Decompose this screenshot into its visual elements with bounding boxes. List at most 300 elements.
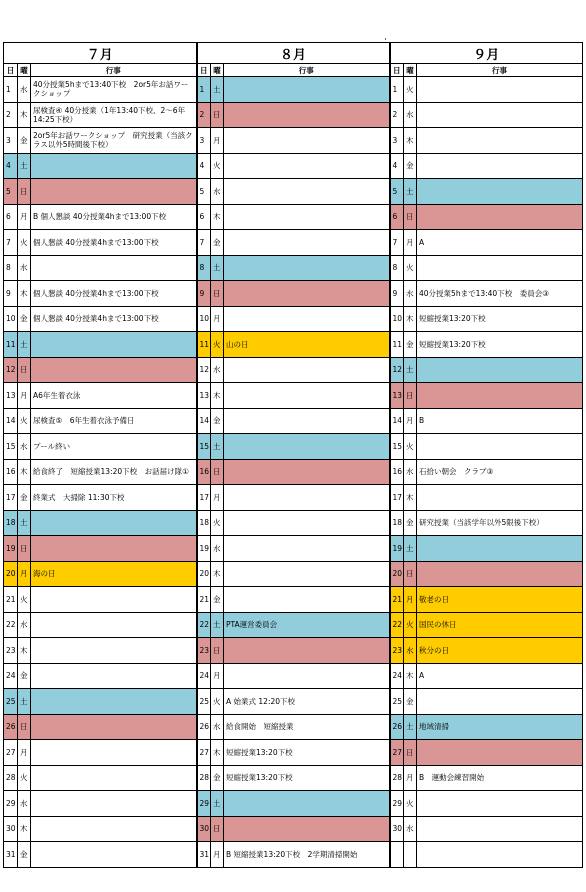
august-weekday-cell: 日 (211, 281, 224, 307)
july-event-cell: 終業式 大掃除 11:30下校 (31, 485, 197, 511)
august-weekday-cell: 火 (211, 332, 224, 358)
september-day-cell: 14 (390, 408, 404, 434)
september-day-cell: 20 (390, 561, 404, 587)
september-weekday-cell: 水 (404, 281, 417, 307)
july-day-cell: 2 (4, 102, 18, 128)
august-event-cell: 山の日 (224, 332, 390, 358)
july-day-cell: 6 (4, 204, 18, 230)
september-day-cell: 25 (390, 689, 404, 715)
august-weekday-cell: 水 (211, 357, 224, 383)
august-event-cell (224, 153, 390, 179)
august-event-cell (224, 179, 390, 205)
august-weekday-cell: 日 (211, 459, 224, 485)
september-event-cell (417, 102, 583, 128)
august-day-cell: 4 (197, 153, 211, 179)
july-day-cell: 14 (4, 408, 18, 434)
august-weekday-cell: 水 (211, 179, 224, 205)
august-event-cell (224, 638, 390, 664)
july-event-cell (31, 179, 197, 205)
august-day-cell: 20 (197, 561, 211, 587)
august-day-cell: 8 (197, 255, 211, 281)
august-day-cell: 10 (197, 306, 211, 332)
july-weekday-cell: 木 (18, 459, 31, 485)
august-event-cell: 短縮授業13:20下校 (224, 765, 390, 791)
september-event-cell (417, 204, 583, 230)
calendar-table (3, 42, 583, 868)
august-day-cell: 6 (197, 204, 211, 230)
august-event-cell (224, 128, 390, 154)
september-weekday-cell: 火 (404, 612, 417, 638)
september-day-cell: 3 (390, 128, 404, 154)
calendar-row (4, 153, 583, 179)
column-header-row (4, 64, 583, 77)
august-weekday-cell: 火 (211, 689, 224, 715)
july-day-cell: 25 (4, 689, 18, 715)
august-event-cell (224, 255, 390, 281)
august-event-cell (224, 587, 390, 613)
september-day-cell: 24 (390, 663, 404, 689)
august-day-cell: 1 (197, 77, 211, 103)
calendar-row (4, 485, 583, 511)
july-event-cell (31, 153, 197, 179)
september-weekday-cell: 木 (404, 306, 417, 332)
calendar-row (4, 561, 583, 587)
calendar-row (4, 612, 583, 638)
september-weekday-cell: 土 (404, 357, 417, 383)
july-event-cell: プール終い (31, 434, 197, 460)
july-event-cell (31, 638, 197, 664)
august-event-cell (224, 230, 390, 256)
september-weekday-cell: 火 (404, 434, 417, 460)
august-weekday-cell: 木 (211, 740, 224, 766)
july-weekday-cell: 土 (18, 153, 31, 179)
september-event-cell: 秋分の日 (417, 638, 583, 664)
august-day-cell: 16 (197, 459, 211, 485)
july-day-cell: 27 (4, 740, 18, 766)
july-day-cell: 18 (4, 510, 18, 536)
august-weekday-cell: 日 (211, 816, 224, 842)
august-event-cell: A 始業式 12:20下校 (224, 689, 390, 715)
september-day-cell: 28 (390, 765, 404, 791)
september-day-cell: 26 (390, 714, 404, 740)
september-event-cell: 短縮授業13:20下校 (417, 332, 583, 358)
september-day-cell: 15 (390, 434, 404, 460)
july-event-cell (31, 332, 197, 358)
september-weekday-cell: 日 (404, 740, 417, 766)
july-weekday-cell: 木 (18, 102, 31, 128)
september-weekday-cell: 金 (404, 689, 417, 715)
september-event-cell (417, 561, 583, 587)
calendar-row (4, 587, 583, 613)
september-day-cell: 18 (390, 510, 404, 536)
calendar-row (4, 740, 583, 766)
july-event-cell (31, 791, 197, 817)
july-weekday-cell: 火 (18, 230, 31, 256)
august-day-cell: 13 (197, 383, 211, 409)
july-day-cell: 17 (4, 485, 18, 511)
september-weekday-cell: 木 (404, 128, 417, 154)
july-weekday-cell: 水 (18, 77, 31, 103)
calendar-row (4, 765, 583, 791)
august-event-cell (224, 281, 390, 307)
august-weekday-cell: 木 (211, 561, 224, 587)
august-day-cell: 18 (197, 510, 211, 536)
calendar-row (4, 791, 583, 817)
july-weekday-cell: 水 (18, 434, 31, 460)
september-day-cell: 23 (390, 638, 404, 664)
july-weekday-cell: 土 (18, 510, 31, 536)
july-day-cell: 10 (4, 306, 18, 332)
september-weekday-cell: 木 (404, 485, 417, 511)
calendar-row (4, 638, 583, 664)
calendar-row (4, 689, 583, 715)
august-weekday-cell: 水 (211, 536, 224, 562)
calendar-row (4, 408, 583, 434)
august-event-cell (224, 306, 390, 332)
august-event-cell (224, 816, 390, 842)
july-day-cell: 23 (4, 638, 18, 664)
august-weekday-cell: 火 (211, 510, 224, 536)
event-header: 行事 (31, 64, 197, 77)
weekday-header: 曜 (404, 64, 417, 77)
july-event-cell: 40分授業5hまで13:40下校 2or5年お話ワークショップ (31, 77, 197, 103)
july-day-cell: 28 (4, 765, 18, 791)
july-weekday-cell: 木 (18, 281, 31, 307)
july-day-cell: 12 (4, 357, 18, 383)
august-day-cell: 24 (197, 663, 211, 689)
september-weekday-cell: 金 (404, 332, 417, 358)
september-day-cell: 1 (390, 77, 404, 103)
july-day-cell: 7 (4, 230, 18, 256)
september-event-cell (417, 740, 583, 766)
july-day-cell: 11 (4, 332, 18, 358)
september-event-cell: 短縮授業13:20下校 (417, 306, 583, 332)
september-weekday-cell: 金 (404, 153, 417, 179)
august-event-cell (224, 510, 390, 536)
september-event-cell (417, 434, 583, 460)
september-day-cell: 30 (390, 816, 404, 842)
july-event-cell: 尿検査④ 40分授業（1年13:40下校、2～6年14:25下校） (31, 102, 197, 128)
august-event-cell (224, 102, 390, 128)
july-event-cell: 海の日 (31, 561, 197, 587)
july-event-cell (31, 740, 197, 766)
august-day-cell: 14 (197, 408, 211, 434)
july-event-cell (31, 689, 197, 715)
event-header: 行事 (417, 64, 583, 77)
calendar-row (4, 434, 583, 460)
september-event-cell (417, 383, 583, 409)
month-title-august: ８月 (197, 43, 390, 64)
august-weekday-cell: 金 (211, 230, 224, 256)
event-header: 行事 (224, 64, 390, 77)
july-weekday-cell: 日 (18, 714, 31, 740)
august-day-cell: 31 (197, 842, 211, 868)
july-event-cell (31, 612, 197, 638)
august-day-cell: 15 (197, 434, 211, 460)
august-day-cell: 23 (197, 638, 211, 664)
august-day-cell: 19 (197, 536, 211, 562)
september-day-cell: 17 (390, 485, 404, 511)
july-event-cell (31, 536, 197, 562)
school-event-calendar (3, 42, 582, 868)
september-day-cell: 12 (390, 357, 404, 383)
august-weekday-cell: 火 (211, 153, 224, 179)
weekday-header: 曜 (18, 64, 31, 77)
july-weekday-cell: 金 (18, 663, 31, 689)
august-event-cell (224, 459, 390, 485)
august-event-cell (224, 408, 390, 434)
august-day-cell: 29 (197, 791, 211, 817)
september-weekday-cell: 月 (404, 587, 417, 613)
july-day-cell: 13 (4, 383, 18, 409)
calendar-row (4, 510, 583, 536)
september-weekday-cell: 火 (404, 791, 417, 817)
july-weekday-cell: 金 (18, 128, 31, 154)
july-event-cell (31, 510, 197, 536)
september-event-cell (417, 179, 583, 205)
august-weekday-cell: 金 (211, 408, 224, 434)
september-weekday-cell: 木 (404, 663, 417, 689)
september-day-cell: 27 (390, 740, 404, 766)
calendar-row (4, 179, 583, 205)
september-weekday-cell: 月 (404, 765, 417, 791)
august-day-cell: 2 (197, 102, 211, 128)
july-day-cell: 30 (4, 816, 18, 842)
september-weekday-cell: 土 (404, 714, 417, 740)
july-day-cell: 29 (4, 791, 18, 817)
september-event-cell (417, 791, 583, 817)
august-day-cell: 3 (197, 128, 211, 154)
july-event-cell (31, 663, 197, 689)
july-event-cell: B 個人懇談 40分授業4hまで13:00下校 (31, 204, 197, 230)
august-weekday-cell: 土 (211, 434, 224, 460)
september-event-cell: 敬老の日 (417, 587, 583, 613)
september-weekday-cell: 火 (404, 77, 417, 103)
july-day-cell: 15 (4, 434, 18, 460)
calendar-row (4, 714, 583, 740)
month-title-july: ７月 (4, 43, 197, 64)
calendar-row (4, 77, 583, 103)
september-day-cell (390, 842, 404, 868)
september-day-cell: 7 (390, 230, 404, 256)
september-day-cell: 19 (390, 536, 404, 562)
august-day-cell: 28 (197, 765, 211, 791)
september-event-cell (417, 842, 583, 868)
september-weekday-cell: 水 (404, 638, 417, 664)
day-header: 日 (390, 64, 404, 77)
august-weekday-cell: 土 (211, 612, 224, 638)
september-weekday-cell: 水 (404, 459, 417, 485)
september-day-cell: 21 (390, 587, 404, 613)
july-day-cell: 5 (4, 179, 18, 205)
september-weekday-cell: 月 (404, 230, 417, 256)
august-day-cell: 12 (197, 357, 211, 383)
august-event-cell (224, 77, 390, 103)
august-day-cell: 27 (197, 740, 211, 766)
august-event-cell (224, 357, 390, 383)
august-event-cell (224, 383, 390, 409)
august-weekday-cell: 月 (211, 485, 224, 511)
calendar-row (4, 255, 583, 281)
august-day-cell: 26 (197, 714, 211, 740)
july-event-cell: 個人懇談 40分授業4hまで13:00下校 (31, 281, 197, 307)
august-day-cell: 7 (197, 230, 211, 256)
september-event-cell (417, 357, 583, 383)
september-day-cell: 9 (390, 281, 404, 307)
august-weekday-cell: 月 (211, 842, 224, 868)
august-weekday-cell: 土 (211, 255, 224, 281)
july-event-cell (31, 587, 197, 613)
july-event-cell (31, 816, 197, 842)
august-weekday-cell: 木 (211, 204, 224, 230)
calendar-row (4, 332, 583, 358)
july-weekday-cell: 月 (18, 383, 31, 409)
weekday-header: 曜 (211, 64, 224, 77)
july-weekday-cell: 火 (18, 765, 31, 791)
september-weekday-cell: 水 (404, 102, 417, 128)
september-event-cell: 国民の休日 (417, 612, 583, 638)
july-weekday-cell: 日 (18, 536, 31, 562)
august-weekday-cell: 木 (211, 383, 224, 409)
july-weekday-cell: 水 (18, 612, 31, 638)
july-event-cell: 個人懇談 40分授業4hまで13:00下校 (31, 230, 197, 256)
corner-mark (385, 38, 386, 40)
september-weekday-cell: 土 (404, 536, 417, 562)
august-event-cell (224, 561, 390, 587)
july-day-cell: 4 (4, 153, 18, 179)
september-event-cell: 研究授業（当該学年以外5限後下校） (417, 510, 583, 536)
july-weekday-cell: 月 (18, 740, 31, 766)
august-day-cell: 9 (197, 281, 211, 307)
september-event-cell: A (417, 230, 583, 256)
september-event-cell (417, 153, 583, 179)
calendar-row (4, 230, 583, 256)
day-header: 日 (197, 64, 211, 77)
calendar-row (4, 357, 583, 383)
september-event-cell (417, 255, 583, 281)
august-weekday-cell: 土 (211, 77, 224, 103)
september-event-cell (417, 485, 583, 511)
july-weekday-cell: 火 (18, 587, 31, 613)
calendar-row (4, 128, 583, 154)
august-event-cell (224, 791, 390, 817)
september-event-cell (417, 536, 583, 562)
august-event-cell: 給食開始 短縮授業 (224, 714, 390, 740)
july-weekday-cell: 土 (18, 689, 31, 715)
september-day-cell: 29 (390, 791, 404, 817)
september-weekday-cell: 月 (404, 408, 417, 434)
july-event-cell: 給食終了 短縮授業13:20下校 お話届け隊① (31, 459, 197, 485)
calendar-row (4, 663, 583, 689)
july-event-cell: 2or5年お話ワークショップ 研究授業（当該クラス以外5時間後下校） (31, 128, 197, 154)
september-day-cell: 13 (390, 383, 404, 409)
september-weekday-cell: 火 (404, 255, 417, 281)
september-day-cell: 8 (390, 255, 404, 281)
august-day-cell: 30 (197, 816, 211, 842)
calendar-row (4, 536, 583, 562)
september-event-cell: B 運動会練習開始 (417, 765, 583, 791)
september-day-cell: 11 (390, 332, 404, 358)
august-event-cell (224, 204, 390, 230)
calendar-row (4, 102, 583, 128)
july-day-cell: 16 (4, 459, 18, 485)
july-event-cell (31, 765, 197, 791)
month-header-row (4, 43, 583, 64)
august-weekday-cell: 土 (211, 791, 224, 817)
july-weekday-cell: 木 (18, 638, 31, 664)
august-event-cell: 短縮授業13:20下校 (224, 740, 390, 766)
july-day-cell: 19 (4, 536, 18, 562)
july-day-cell: 9 (4, 281, 18, 307)
august-event-cell: B 短縮授業13:20下校 2学期清掃開始 (224, 842, 390, 868)
september-weekday-cell: 土 (404, 179, 417, 205)
august-day-cell: 25 (197, 689, 211, 715)
july-weekday-cell: 火 (18, 408, 31, 434)
september-weekday-cell: 水 (404, 816, 417, 842)
september-event-cell (417, 816, 583, 842)
calendar-body (4, 77, 583, 868)
july-weekday-cell: 水 (18, 255, 31, 281)
september-day-cell: 6 (390, 204, 404, 230)
calendar-row (4, 281, 583, 307)
calendar-row (4, 842, 583, 868)
july-event-cell (31, 357, 197, 383)
september-event-cell (417, 128, 583, 154)
july-event-cell (31, 714, 197, 740)
august-event-cell (224, 434, 390, 460)
july-event-cell: 尿検査⑤ 6年生着衣泳予備日 (31, 408, 197, 434)
september-day-cell: 22 (390, 612, 404, 638)
august-weekday-cell: 金 (211, 587, 224, 613)
september-event-cell: A (417, 663, 583, 689)
july-weekday-cell: 金 (18, 306, 31, 332)
july-day-cell: 22 (4, 612, 18, 638)
july-day-cell: 8 (4, 255, 18, 281)
september-event-cell: 地域清掃 (417, 714, 583, 740)
july-weekday-cell: 水 (18, 791, 31, 817)
july-day-cell: 21 (4, 587, 18, 613)
august-weekday-cell: 月 (211, 128, 224, 154)
september-event-cell (417, 77, 583, 103)
september-day-cell: 2 (390, 102, 404, 128)
september-day-cell: 16 (390, 459, 404, 485)
july-day-cell: 3 (4, 128, 18, 154)
day-header: 日 (4, 64, 18, 77)
august-day-cell: 22 (197, 612, 211, 638)
september-event-cell: B (417, 408, 583, 434)
august-day-cell: 21 (197, 587, 211, 613)
august-day-cell: 17 (197, 485, 211, 511)
september-day-cell: 10 (390, 306, 404, 332)
august-event-cell (224, 663, 390, 689)
august-weekday-cell: 日 (211, 638, 224, 664)
september-weekday-cell: 日 (404, 204, 417, 230)
september-event-cell: 石拾い朝会 クラブ③ (417, 459, 583, 485)
july-day-cell: 24 (4, 663, 18, 689)
august-weekday-cell: 日 (211, 102, 224, 128)
july-weekday-cell: 日 (18, 179, 31, 205)
calendar-row (4, 306, 583, 332)
july-weekday-cell: 土 (18, 332, 31, 358)
calendar-row (4, 383, 583, 409)
calendar-row (4, 816, 583, 842)
july-day-cell: 1 (4, 77, 18, 103)
calendar-row (4, 204, 583, 230)
july-event-cell (31, 842, 197, 868)
july-event-cell (31, 255, 197, 281)
july-weekday-cell: 金 (18, 485, 31, 511)
july-event-cell: A6年生着衣泳 (31, 383, 197, 409)
